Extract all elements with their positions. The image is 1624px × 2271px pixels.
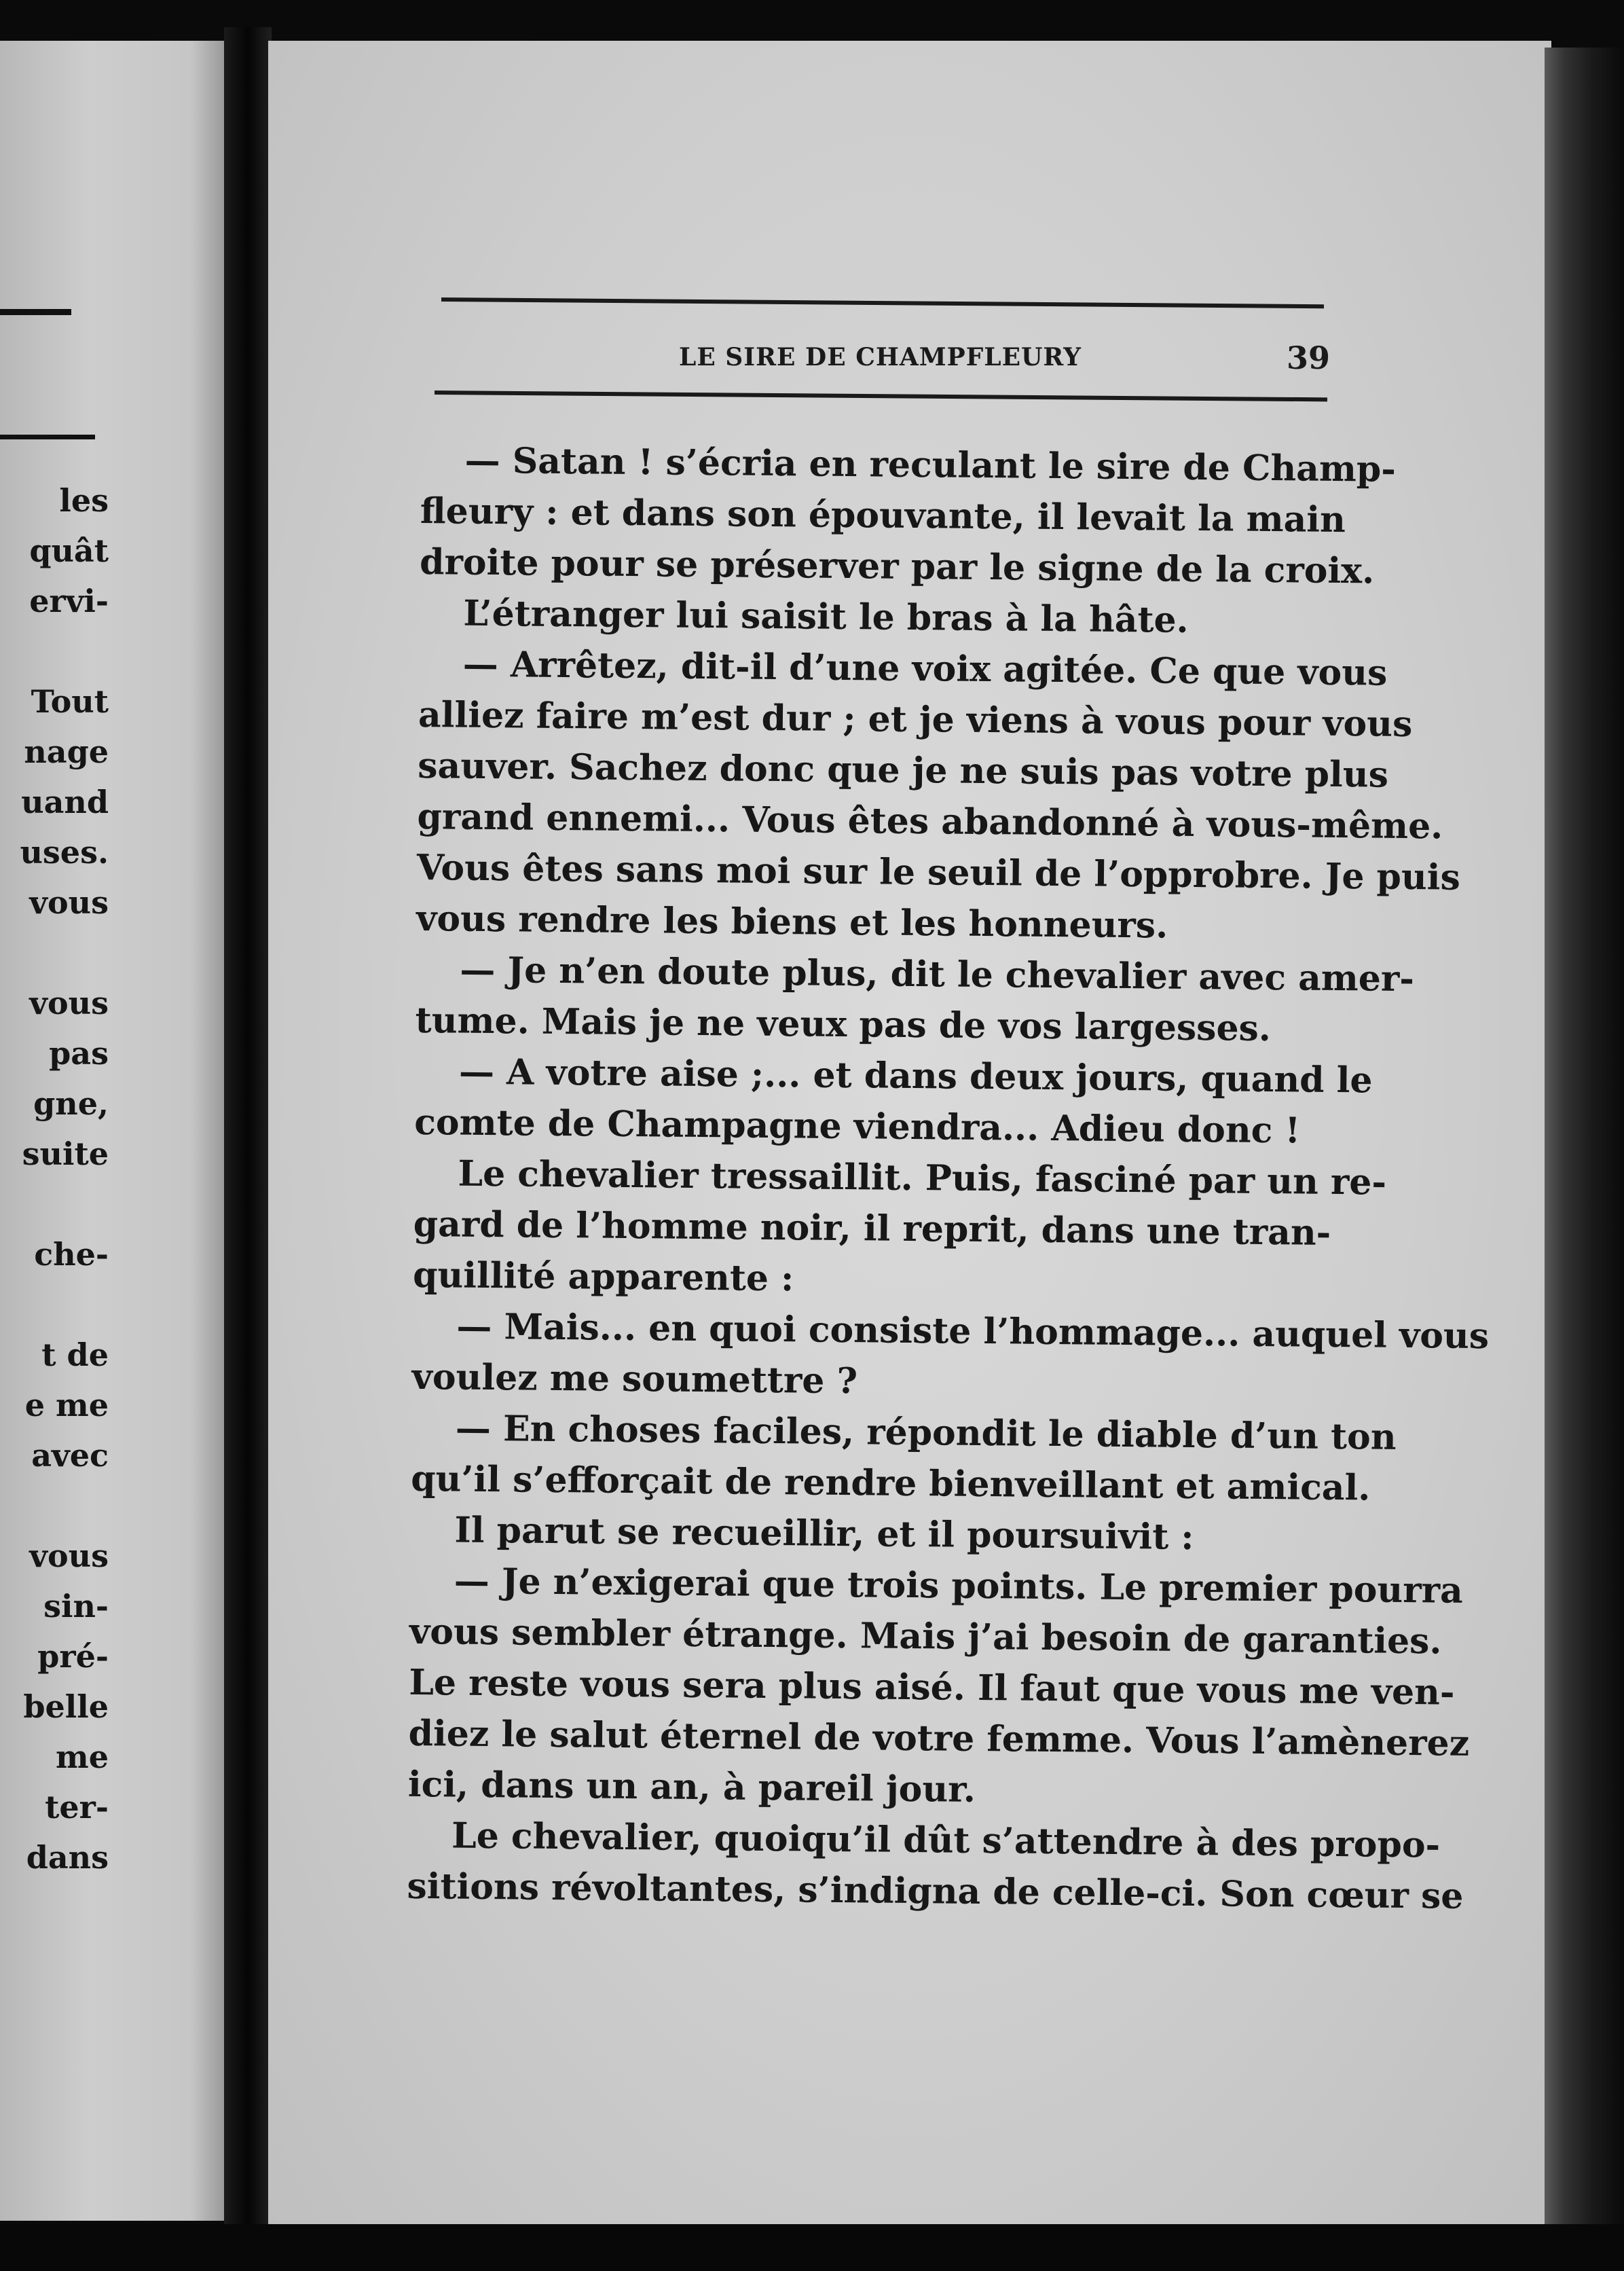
running-head: LE SIRE DE CHAMPFLEURY [679,343,1082,371]
text-line: — Arrêtez, dit-il d’une voix agitée. Ce que vous [462,643,1388,694]
text-line: — En choses faciles, répondit le diable d’un ton [455,1407,1397,1458]
body-text [407,435,1490,1921]
text-line: tume. Mais je ne veux pas de vos largesses. [415,999,1272,1050]
text-line: Le reste vous sera plus aisé. Il faut que vous me ven- [409,1661,1455,1713]
text-line: Vous êtes sans moi sur le seuil de l’opprobre. Je puis [416,846,1461,898]
previous-page-line: nage [24,733,109,770]
previous-page-line: vous [29,985,109,1021]
text-line: sitions révoltantes, s’indigna de celle-ci. Son cœur se [407,1865,1464,1917]
previous-page-line: pas [49,1035,109,1072]
previous-page-line: sin- [43,1588,109,1624]
previous-page-line [0,1179,109,1229]
previous-page-rule-top [0,309,71,315]
previous-page-line: ervi- [29,583,109,619]
text-line: Le chevalier, quoiqu’il dût s’attendre à des propo- [451,1815,1441,1866]
previous-page-line: pré- [37,1638,109,1675]
previous-page-text [0,475,109,1969]
book-gutter [224,27,272,2228]
text-line: L’étranger lui saisit le bras à la hâte. [463,592,1189,641]
previous-page-line: uses. [20,834,109,871]
previous-page-line [0,1279,109,1330]
previous-page-line: me [56,1739,109,1775]
text-line: — Je n’en doute plus, dit le chevalier avec amer- [460,949,1415,1000]
previous-page-line: ter- [45,1789,109,1825]
previous-page-line: belle [23,1688,109,1725]
previous-page-fragment [0,41,224,2221]
previous-page-line [0,626,109,676]
previous-page-line: Tout [31,683,109,720]
previous-page-line: uand [21,784,109,820]
previous-page-rule-bottom [0,435,95,439]
text-line: vous sembler étrange. Mais j’ai besoin de garanties. [409,1610,1442,1663]
text-line: droite pour se préserver par le signe de la croix. [419,541,1375,592]
text-line: — A votre aise ;... et dans deux jours, quand le [458,1051,1373,1102]
text-line: diez le salut éternel de votre femme. Vous l’amènerez [408,1712,1470,1764]
previous-page-line: les [59,482,109,519]
previous-page-line: e me [24,1387,109,1423]
text-line: grand ennemi... Vous êtes abandonné à vous-même. [417,795,1443,848]
previous-page-line [0,928,109,978]
previous-page-line [0,1480,109,1531]
previous-page-line: gne, [33,1085,109,1122]
previous-page-line: dans [26,1839,109,1876]
text-line: voulez me soumettre ? [411,1356,858,1402]
text-line: Le chevalier tressaillit. Puis, fasciné par un re- [458,1152,1387,1203]
text-line: gard de l’homme noir, il reprit, dans une tran- [413,1203,1331,1254]
scan-bottom-border [0,2224,1624,2271]
previous-page-line: t de [41,1337,109,1373]
previous-page-line: quât [29,532,109,569]
text-line: — Je n’exigerai que trois points. Le premier pourra [454,1560,1464,1612]
previous-page-line: che- [34,1236,109,1273]
page-edge-shadow [1545,48,1624,2234]
text-line: ici, dans un an, à pareil jour. [407,1763,976,1811]
text-line: comte de Champagne viendra... Adieu donc ! [413,1101,1301,1152]
text-line: — Mais... en quoi consiste l’hommage... auquel vous [456,1305,1490,1358]
text-line: — Satan ! s’écria en reculant le sire de Champ- [464,439,1397,490]
text-line: alliez faire m’est dur ; et je viens à vous pour vous [418,693,1413,746]
text-line: vous rendre les biens et les honneurs. [416,897,1168,947]
page-number: 39 [1287,340,1331,376]
previous-page-line: suite [22,1136,109,1172]
text-line: Il parut se recueillir, et il poursuivit : [454,1509,1194,1559]
text-line: sauver. Sachez donc que je ne suis pas votre plus [418,744,1389,796]
text-line: quillité apparente : [412,1254,794,1300]
previous-page-line: vous [29,1538,109,1574]
text-line: qu’il s’efforçait de rendre bienveillant et amical. [410,1457,1371,1509]
text-line: fleury : et dans son épouvante, il levait la main [420,490,1346,541]
previous-page-line: avec [31,1437,109,1474]
previous-page-line: vous [29,884,109,921]
